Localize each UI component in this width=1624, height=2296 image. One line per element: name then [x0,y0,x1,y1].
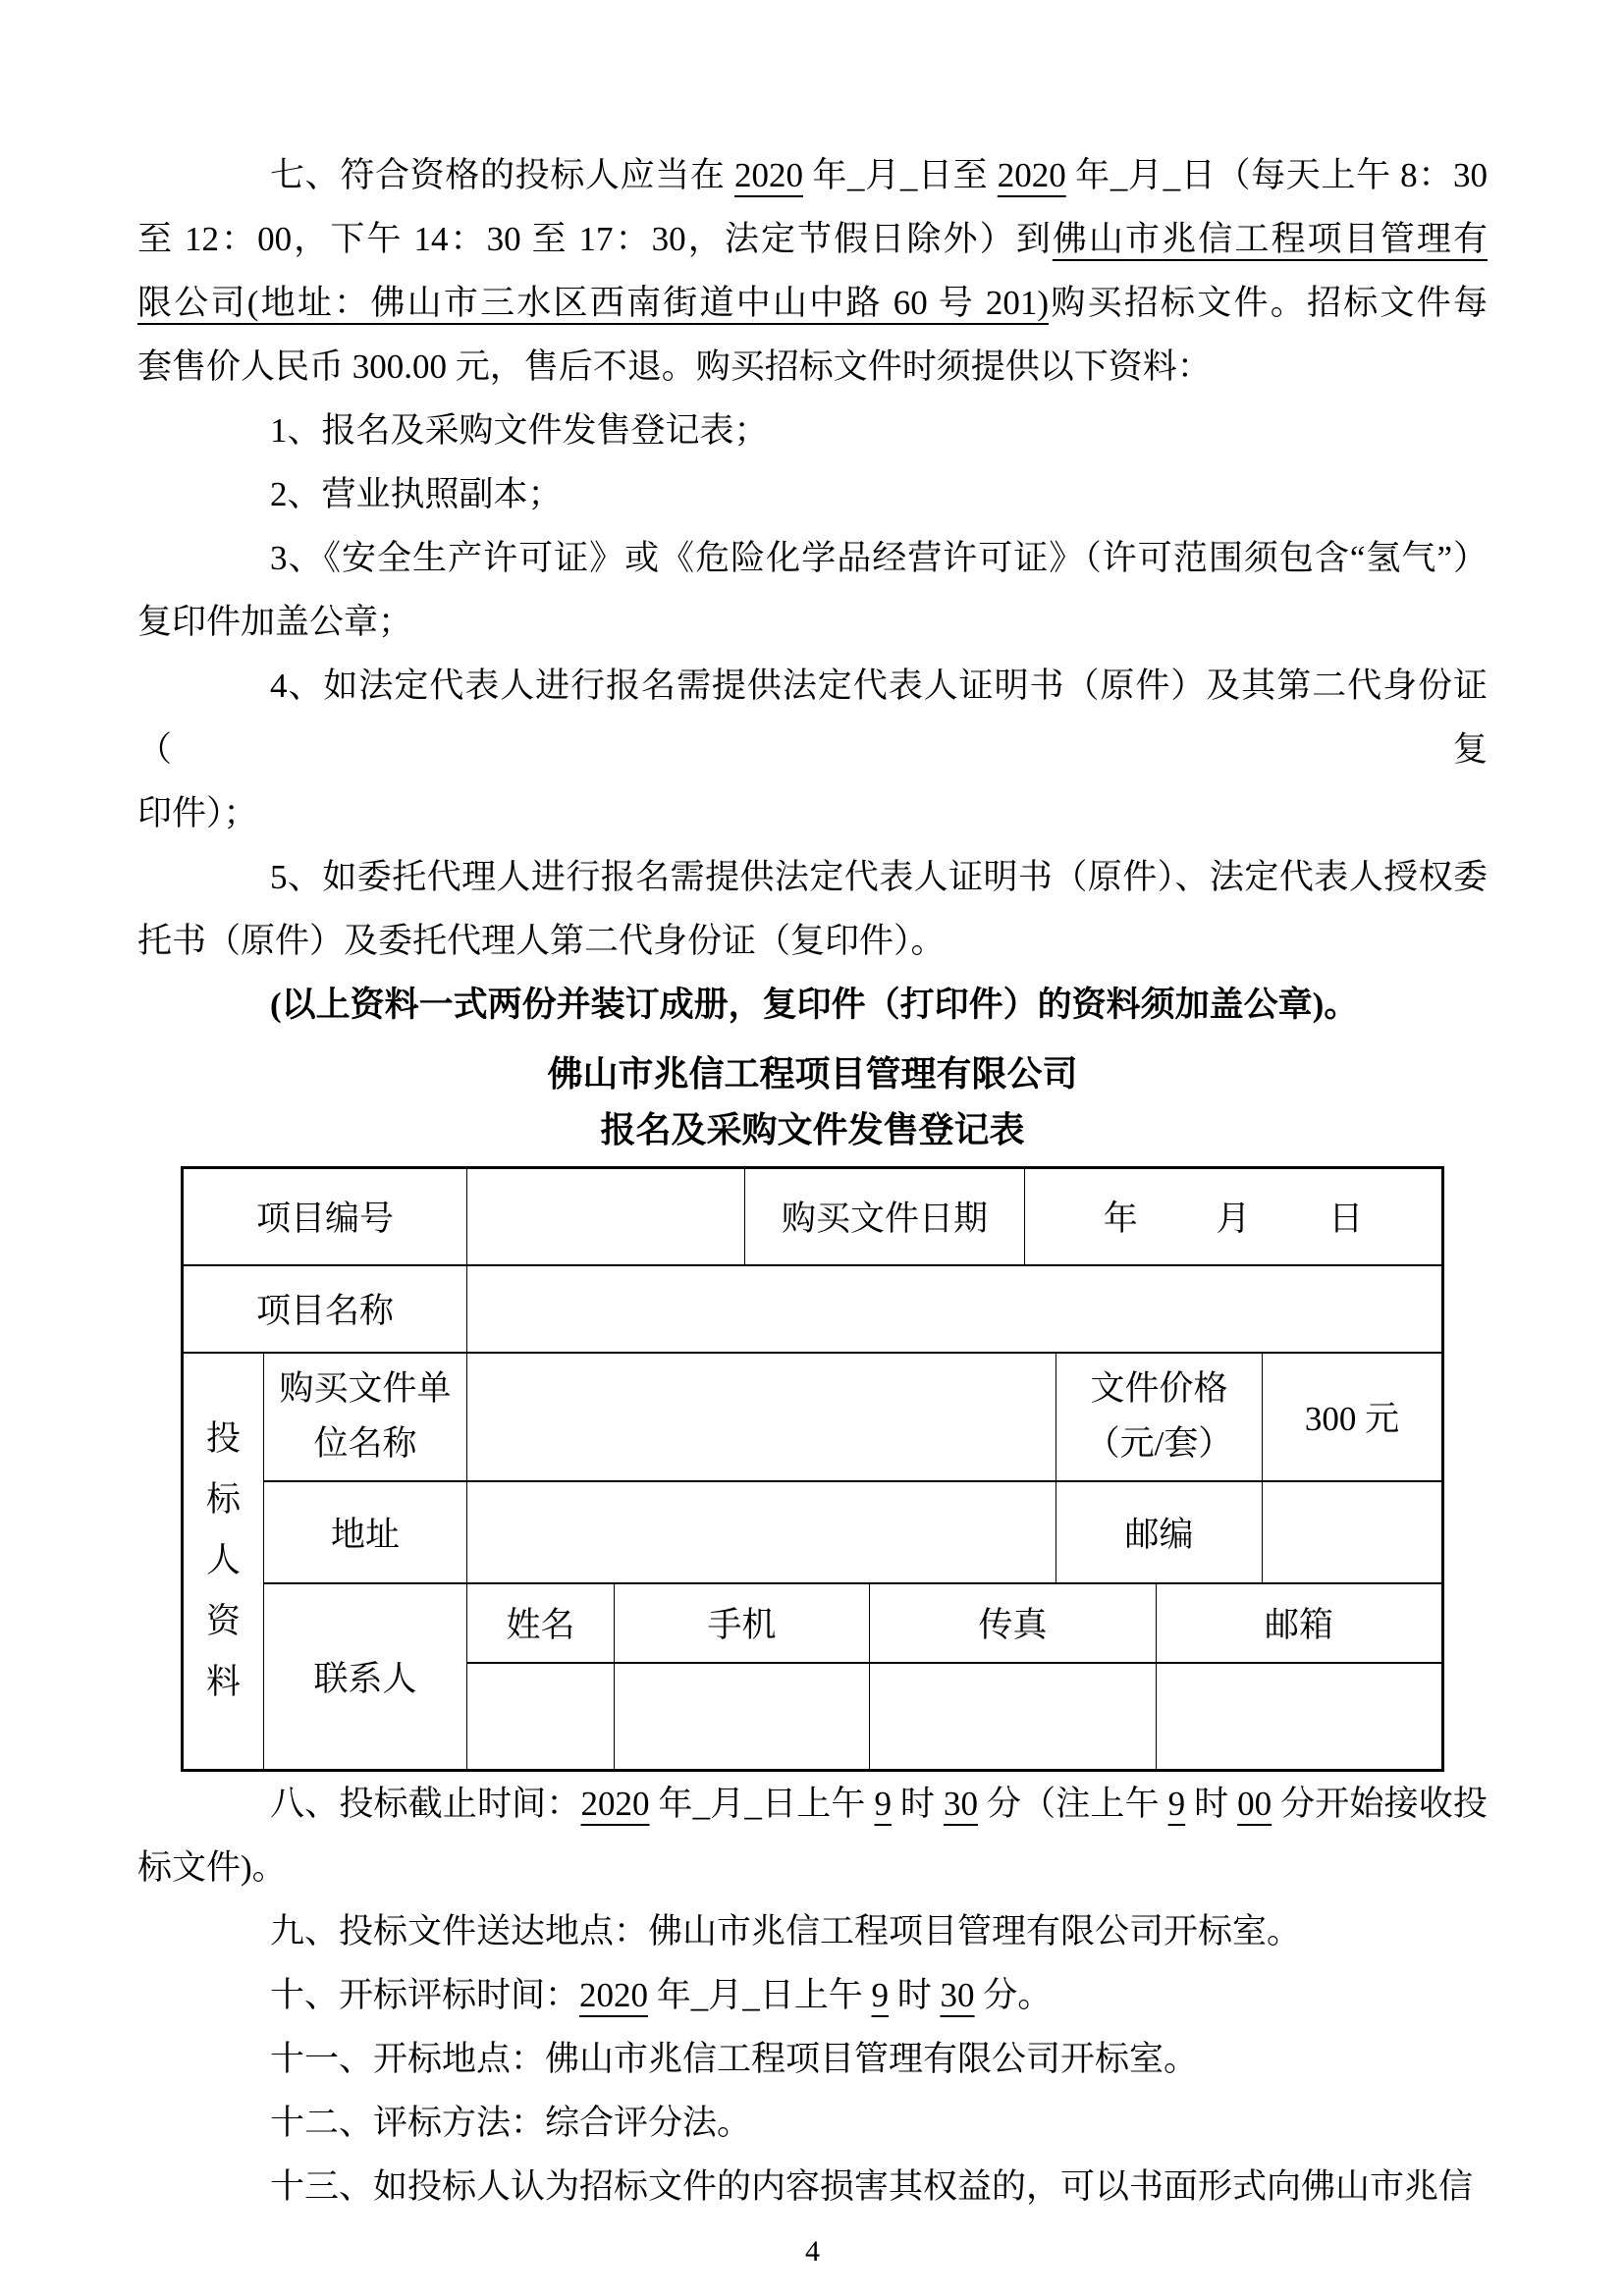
underlined-blank: 佛山市兆信工程项目管理有 [1052,220,1488,258]
cell-contact-email-header: 邮箱 [1156,1583,1442,1663]
para-11-line-1: 十一、开标地点：佛山市兆信工程项目管理有限公司开标室。 [270,2040,1199,2078]
underlined-blank: 30 [940,1976,975,2014]
date-month-label: 月 [1216,1200,1251,1239]
para-8-line-2: 标文件)。 [137,1848,287,1887]
note-bold-line-1: (以上资料一式两份并装订成册，复印件（打印件）的资料须加盖公章)。 [270,986,1359,1024]
cell-project-name-label: 项目名称 [182,1265,466,1353]
para-12-line-1: 十二、评标方法：综合评分法。 [270,2104,752,2142]
date-day-label: 日 [1328,1200,1364,1239]
underlined-blank: 2020 [733,156,803,194]
item-5-line-2: 托书（原件）及委托代理人第二代身份证（复印件）。 [137,922,946,960]
cell-contact-fax-value [869,1663,1156,1771]
underlined-blank: 30 [944,1785,978,1823]
cell-contact-fax-header: 传真 [869,1583,1156,1663]
para-9-line-1: 九、投标文件送达地点：佛山市兆信工程项目管理有限公司开标室。 [270,1912,1302,1950]
cell-contact-label: 联系人 [263,1583,466,1771]
underlined-blank: 2020 [997,156,1066,194]
item-5-line-1: 5、如委托代理人进行报名需提供法定代表人证明书（原件）、法定代表人授权委 [270,858,1488,896]
para-13-line-1: 十三、如投标人认为招标文件的内容损害其权益的，可以书面形式向佛山市兆信 [270,2167,1474,2206]
cell-contact-mobile-value [614,1663,869,1771]
table-row-address [182,1481,1442,1583]
cell-contact-email-value [1156,1663,1442,1771]
para-7-line-1: 七、符合资格的投标人应当在 2020 年_月_日至 2020 年_月_日（每天上午 8：30 [270,156,1488,194]
page-number: 4 [805,2235,820,2268]
table-row-project-name [182,1265,1442,1353]
cell-purchase-unit-label: 购买文件单位名称 [263,1353,466,1481]
cell-contact-mobile-header: 手机 [614,1583,869,1663]
bidder-info-vertical-label: 投标人资料 [205,1419,241,1702]
form-title: 报名及采购文件发售登记表 [600,1110,1025,1149]
bottom-paragraphs [137,1772,1488,2218]
para-7-line-2: 至 12：00，下午 14：30 至 17：30，法定节假日除外）到佛山市兆信工程项目管理有 [137,220,1488,258]
item-1-line-1: 1、报名及采购文件发售登记表； [270,411,769,450]
para-8-line-1: 八、投标截止时间：2020 年_月_日上午 9 时 30 分（注上午 9 时 00 分开始接收投 [270,1785,1488,1823]
item-2-line-1: 2、营业执照副本； [270,475,563,513]
item-3-line-1: 3、《安全生产许可证》或《危险化学品经营许可证》（许可范围须包含“氢气”） [270,539,1488,577]
table-row-purchase-unit [182,1353,1442,1481]
table-row-project-no [182,1168,1442,1265]
price-label-line2: （元/套） [1085,1424,1233,1463]
company-title: 佛山市兆信工程项目管理有限公司 [547,1054,1078,1094]
item-3-line-2: 复印件加盖公章； [137,603,413,641]
para-7-line-3: 限公司(地址：佛山市三水区西南街道中山中路 60 号 201)购买招标文件。招标文件每 [137,284,1488,322]
table-row-contact-header [182,1583,1442,1663]
underlined-blank: 9 [874,1785,892,1823]
top-paragraphs [137,143,1488,1037]
cell-contact-name-value [466,1663,614,1771]
cell-address-value [466,1481,1056,1583]
underlined-blank: 00 [1237,1785,1272,1823]
item-4-line-1: 4、如法定代表人进行报名需提供法定代表人证明书（原件）及其第二代身份证（复 [137,667,1488,769]
cell-purchase-date-label: 购买文件日期 [744,1168,1024,1265]
cell-project-no-label: 项目编号 [182,1168,466,1265]
cell-bidder-info-label [182,1353,263,1771]
cell-contact-name-header: 姓名 [466,1583,614,1663]
cell-price-value: 300 元 [1262,1353,1442,1481]
underlined-blank: 9 [1167,1785,1186,1823]
para-10-line-1: 十、开标评标时间：2020 年_月_日上午 9 时 30 分。 [270,1976,1053,2014]
price-label-line1: 文件价格 [1090,1369,1228,1408]
underlined-blank: 2020 [579,1976,649,2014]
para-7-line-4: 套售价人民币 300.00 元，售后不退。购买招标文件时须提供以下资料： [137,347,1212,386]
cell-purchase-unit-value [466,1353,1056,1481]
date-year-label: 年 [1103,1200,1138,1239]
registration-table [181,1166,1444,1772]
cell-project-name-value [466,1265,1442,1353]
item-4-line-2: 印件）； [137,794,258,832]
underlined-blank: 2020 [580,1785,650,1823]
cell-postcode-value [1262,1481,1442,1583]
date-placeholder [1025,1192,1441,1241]
cell-project-no-value [466,1168,744,1265]
underlined-blank: 9 [871,1976,890,2014]
cell-purchase-date-value [1024,1168,1442,1265]
underlined-blank: 限公司(地址：佛山市三水区西南街道中山中路 60 号 201) [137,284,1050,322]
cell-postcode-label: 邮编 [1056,1481,1262,1583]
cell-address-label: 地址 [263,1481,466,1583]
cell-price-label [1056,1353,1262,1481]
